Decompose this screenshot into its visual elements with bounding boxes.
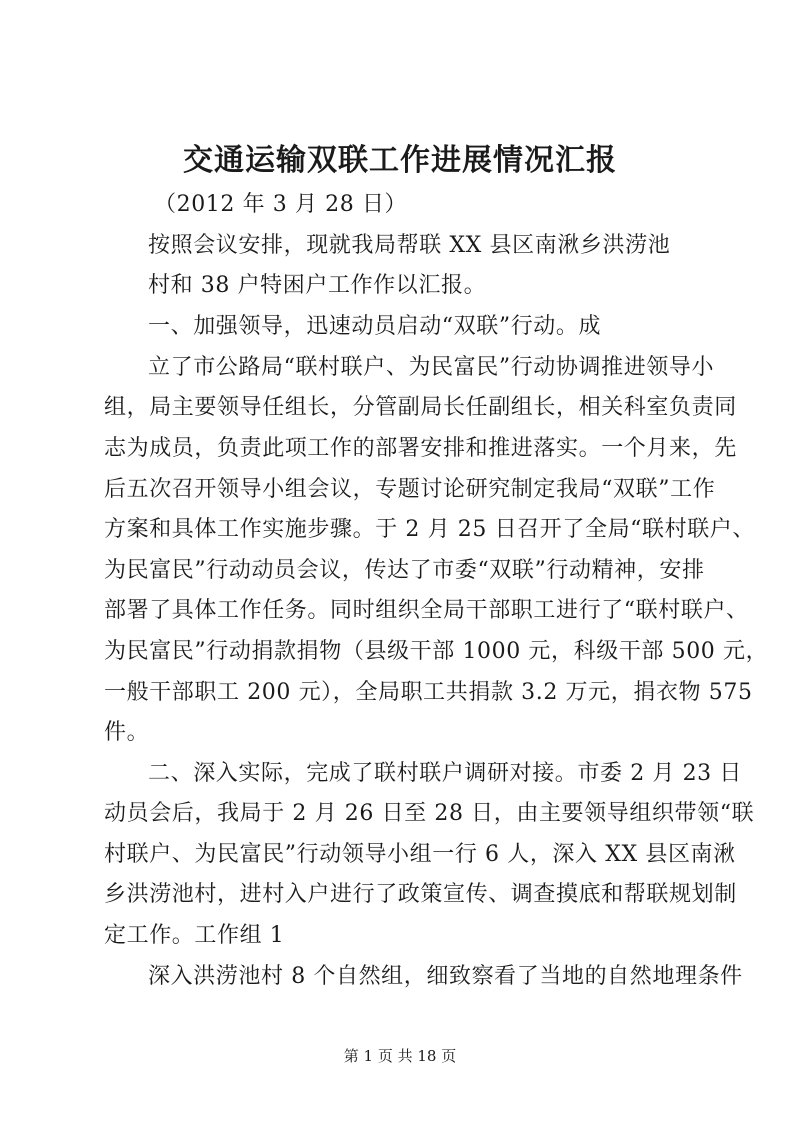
paragraph-line: 一般干部职工 200 元），全局职工共捐款 3.2 万元，捐衣物 575 — [104, 680, 753, 705]
paragraph-line: 为民富民”行动动员会议，传达了市委“双联”行动精神，安排 — [104, 558, 705, 583]
paragraph-line: 件。 — [104, 720, 150, 745]
section-heading-2: 二、深入实际，完成了联村联户调研对接。市委 2 月 23 日 — [148, 761, 742, 786]
section-heading-1: 一、加强领导，迅速动员启动“双联”行动。成 — [148, 314, 602, 339]
paragraph-line: 方案和具体工作实施步骤。于 2 月 25 日召开了全局“联村联户、 — [104, 517, 756, 542]
paragraph-line: 深入洪涝池村 8 个自然组，细致察看了当地的自然地理条件 — [148, 964, 743, 989]
paragraph-line: 定工作。工作组 1 — [104, 923, 285, 948]
document-date: （2012 年 3 月 28 日） — [154, 192, 408, 217]
paragraph-line: 组，局主要领导任组长，分管副局长任副组长，相关科室负责同 — [104, 395, 737, 420]
paragraph-line: 部署了具体工作任务。同时组织全局干部职工进行了“联村联户、 — [104, 598, 749, 623]
document-title: 交通运输双联工作进展情况汇报 — [183, 143, 617, 178]
paragraph-line: 村和 38 户特困户工作作以汇报。 — [148, 273, 487, 298]
paragraph-line: 立了市公路局“联村联户、为民富民”行动协调推进领导小 — [148, 355, 715, 380]
paragraph-line: 村联户、为民富民”行动领导小组一行 6 人，深入 XX 县区南湫 — [104, 842, 736, 867]
page-footer: 第 1 页 共 18 页 — [343, 1047, 457, 1065]
paragraph-line: 为民富民”行动捐款捐物（县级干部 1000 元，科级干部 500 元， — [104, 639, 769, 664]
paragraph-line: 乡洪涝池村，进村入户进行了政策宣传、调查摸底和帮联规划制 — [104, 882, 737, 907]
paragraph-line: 后五次召开领导小组会议，专题讨论研究制定我局“双联”工作 — [104, 477, 716, 502]
paragraph-line: 动员会后，我局于 2 月 26 日至 28 日，由主要领导组织带领“联 — [104, 801, 755, 826]
paragraph-line: 志为成员，负责此项工作的部署安排和推进落实。一个月来，先 — [104, 436, 737, 461]
paragraph-line: 按照会议安排，现就我局帮联 XX 县区南湫乡洪涝池 — [148, 233, 671, 258]
